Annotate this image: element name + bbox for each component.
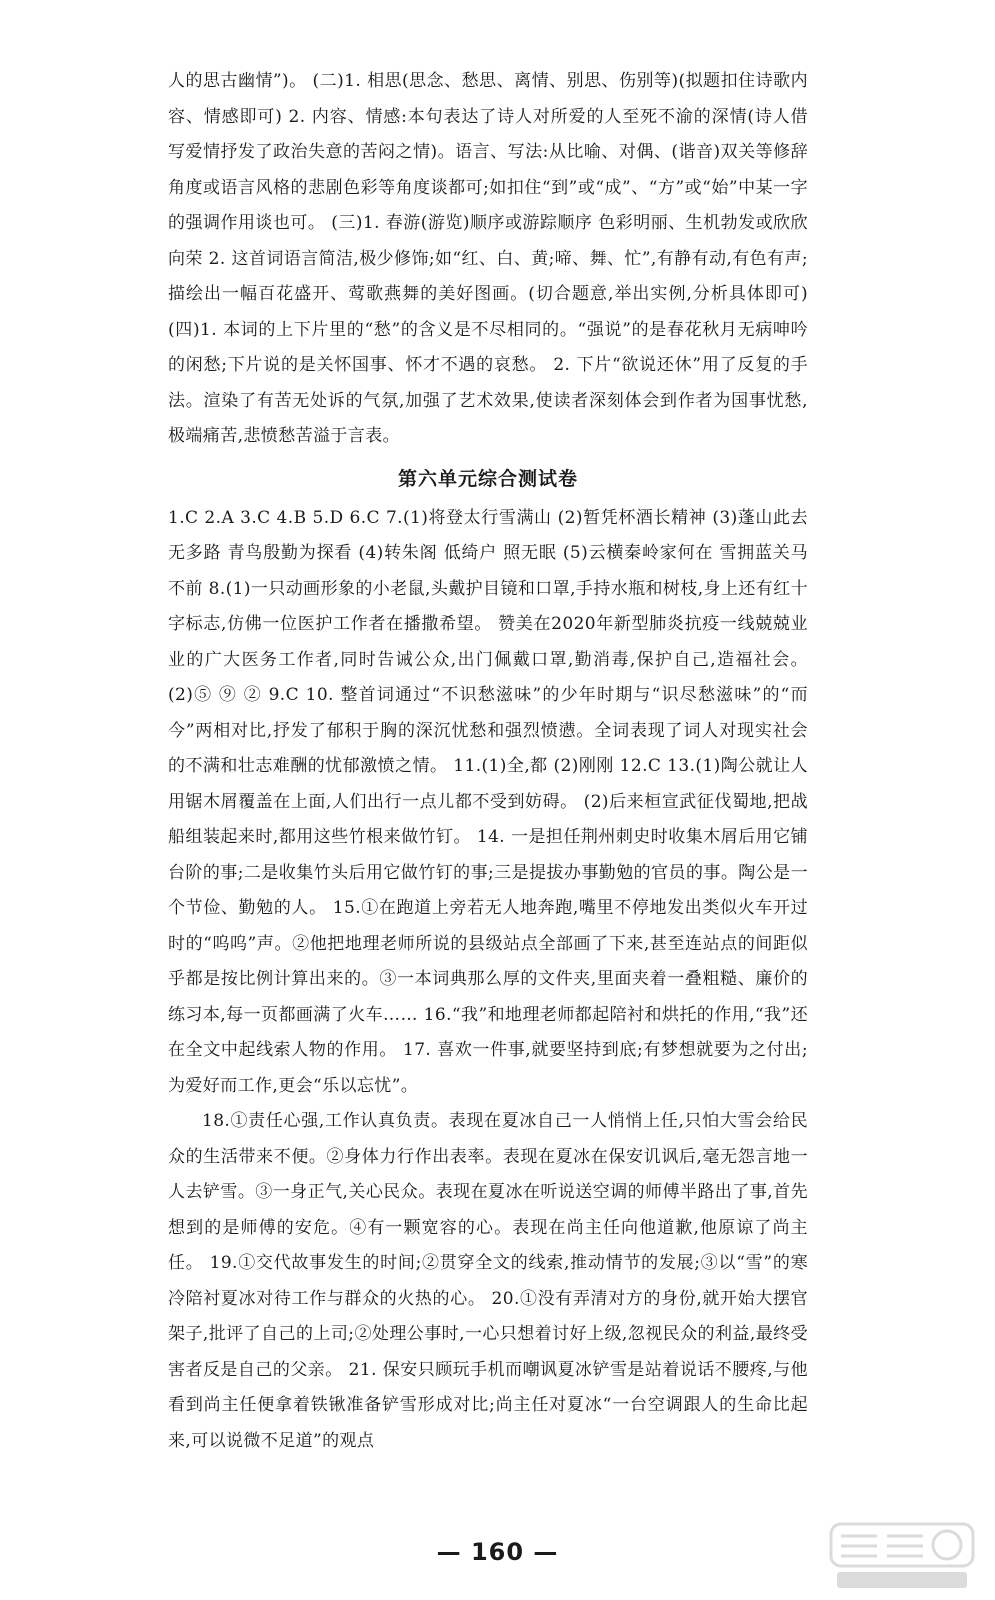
section-title: 第六单元综合测试卷	[397, 467, 578, 490]
watermark-logo-icon	[827, 1520, 977, 1592]
answer-page	[168, 64, 808, 1459]
answer-paragraph-unit6-cont: 18.①责任心强,工作认真负责。表现在夏冰自己一人悄悄上任,只怕大雪会给民众的生活带来不便。②身体力行作出表率。表现在夏冰在保安讥讽后,毫无怨言地一人去铲雪。③一身正气,关心民众。表现在夏冰在听说送空调的师傅半路出了事,首先想到的是师傅的安危。④有一颗宽容的心。表现在尚主任向他道歉,他原谅了尚主任。 19.①交代故事发生的时间;②贯穿全文的线索,推动情节的发展;③以“雪”的寒冷陪衬夏冰对待工作与群众的火热的心。 20.①没有弄清对方的身份,就开始大摆官架子,批评了自己的上司;②处理公事时,一心只想着讨好上级,忽视民众的利益,最终受害者反是自己的父亲。 21. 保安只顾玩手机而嘲讽夏冰铲雪是站着说话不腰疼,与他看到尚主任便拿着铁锹准备铲雪形成对比;尚主任对夏冰“一台空调跟人的生命比起来,可以说微不足道”的观点	[168, 1111, 808, 1451]
page-number: — 160 —	[436, 1538, 559, 1566]
answer-paragraph-top: 人的思古幽情”)。 (二)1. 相思(思念、愁思、离情、别思、伤别等)(拟题扣住诗歌内容、情感即可) 2. 内容、情感:本句表达了诗人对所爱的人至死不渝的深情(诗人借写爱情抒发了政治失意的苦闷之情)。语言、写法:从比喻、对偶、(谐音)双关等修辞角度或语言风格的悲剧色彩等角度谈都可;如扣住“到”或“成”、“方”或“始”中某一字的强调作用谈也可。 (三)1. 春游(游览)顺序或游踪顺序 色彩明丽、生机勃发或欣欣向荣 2. 这首词语言简洁,极少修饰;如“红、白、黄;啼、舞、忙”,有静有动,有色有声;描绘出一幅百花盛开、莺歌燕舞的美好图画。(切合题意,举出实例,分析具体即可) (四)1. 本词的上下片里的“愁”的含义是不尽相同的。“强说”的是春花秋月无病呻吟的闲愁;下片说的是关怀国事、怀才不遇的哀愁。 2. 下片“欲说还休”用了反复的手法。渲染了有苦无处诉的气氛,加强了艺术效果,使读者深刻体会到作者为国事忧愁,极端痛苦,悲愤愁苦溢于言表。	[168, 71, 808, 446]
answer-paragraph-unit6: 1.C 2.A 3.C 4.B 5.D 6.C 7.(1)将登太行雪满山 (2)暂凭杯酒长精神 (3)蓬山此去无多路 青鸟殷勤为探看 (4)转朱阁 低绮户 照无眠 (5)云横秦岭家何在 雪拥蓝关马不前 8.(1)一只动画形象的小老鼠,头戴护目镜和口罩,手持水瓶和树枝,身上还有红十字标志,仿佛一位医护工作者在播撒希望。 赞美在2020年新型肺炎抗疫一线兢兢业业的广大医务工作者,同时告诫公众,出门佩戴口罩,勤消毒,保护自己,造福社会。 (2)⑤ ⑨ ② 9.C 10. 整首词通过“不识愁滋味”的少年时期与“识尽愁滋味”的“而今”两相对比,抒发了郁积于胸的深沉忧愁和强烈愤懑。全词表现了词人对现实社会的不满和壮志难酬的忧郁激愤之情。 11.(1)全,都 (2)刚刚 12.C 13.(1)陶公就让人用锯木屑覆盖在上面,人们出行一点儿都不受到妨碍。 (2)后来桓宣武征伐蜀地,把战船组装起来时,都用这些竹根来做竹钉。 14. 一是担任荆州刺史时收集木屑后用它铺台阶的事;二是收集竹头后用它做竹钉的事;三是提拔办事勤勉的官员的事。陶公是一个节俭、勤勉的人。 15.①在跑道上旁若无人地奔跑,嘴里不停地发出类似火车开过时的“呜呜”声。②他把地理老师所说的县级站点全部画了下来,甚至连站点的间距似乎都是按比例计算出来的。③一本词典那么厚的文件夹,里面夹着一叠粗糙、廉价的练习本,每一页都画满了火车…… 16.“我”和地理老师都起陪衬和烘托的作用,“我”还在全文中起线索人物的作用。 17. 喜欢一件事,就要坚持到底;有梦想就要为之付出;为爱好而工作,更会“乐以忘忧”。	[168, 507, 808, 1096]
watermark-logo	[827, 1520, 977, 1592]
